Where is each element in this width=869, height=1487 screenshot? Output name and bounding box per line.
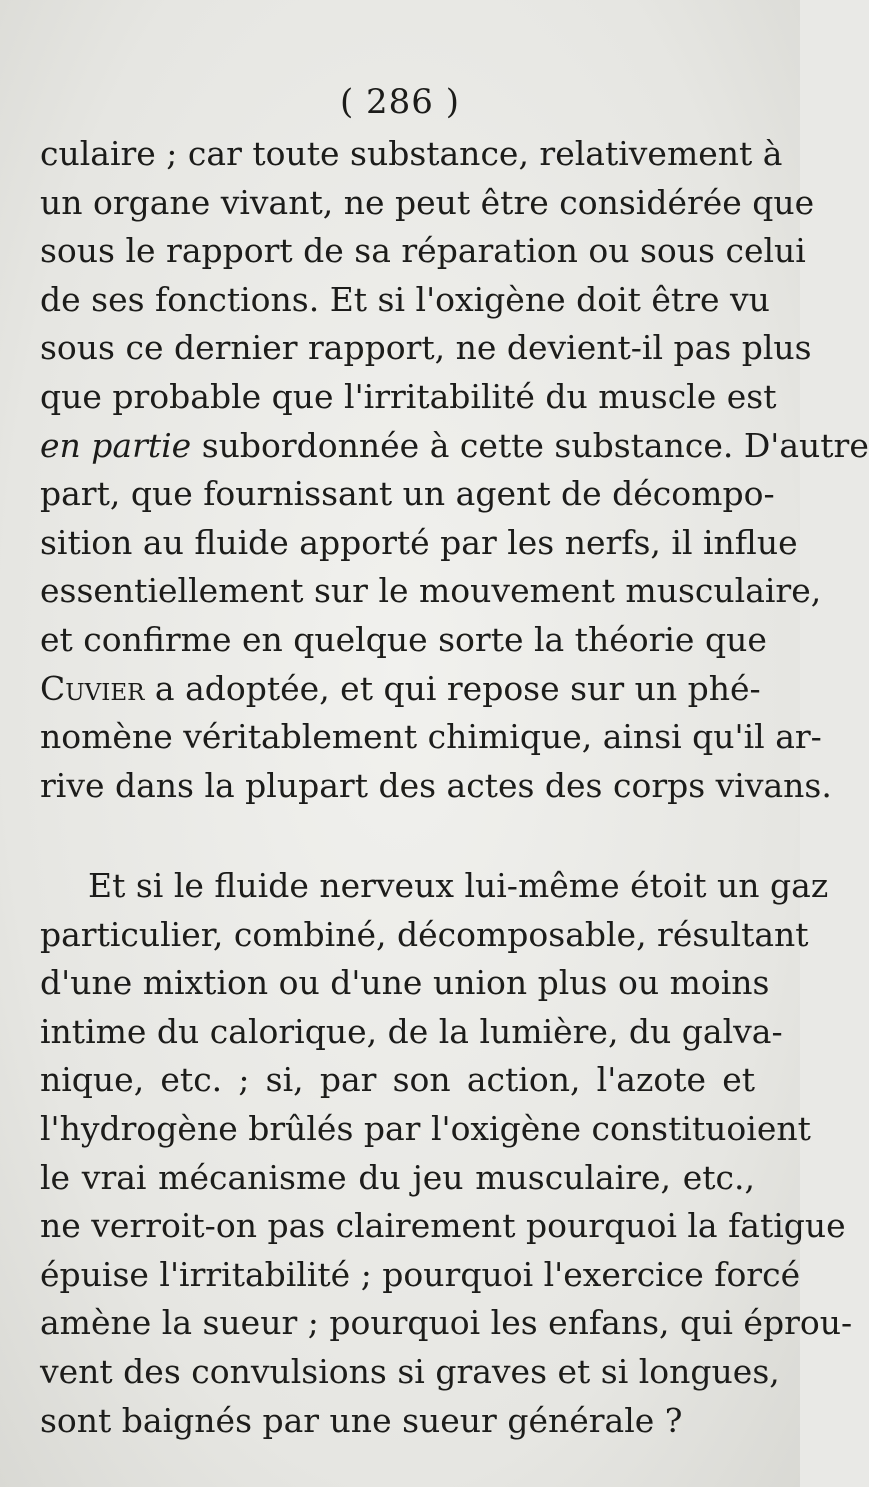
text-line: particulier, combiné, décomposable, résultant [40, 914, 809, 954]
text-line: sous le rapport de sa réparation ou sous celui [40, 231, 806, 271]
text-line: culaire ; car toute substance, relativement à [40, 134, 783, 173]
text-line: le vrai mécanisme du jeu musculaire, etc., [40, 1157, 755, 1197]
text-line: un organe vivant, ne peut être considérée que [40, 182, 815, 222]
text-line: intime du calorique, de la lumière, du galva- [40, 1011, 783, 1051]
text-line: sous ce dernier rapport, ne devient-il pas plus [40, 328, 812, 368]
text-line: d'une mixtion ou d'une union plus ou moins [40, 963, 770, 1003]
text-line: que probable que l'irritabilité du muscle est [40, 376, 777, 416]
text-line: ne verroit-on pas clairement pourquoi la fatigue [40, 1206, 846, 1246]
text-line: l'hydrogène brûlés par l'oxigène constituoient [40, 1108, 811, 1148]
italic-phrase: en partie [40, 425, 192, 465]
paragraph-2 [40, 862, 853, 1445]
text-line [40, 665, 761, 714]
text-line: vent des convulsions si graves et si longues, [40, 1351, 780, 1391]
text-line: rive dans la plupart des actes des corps vivans. [40, 765, 832, 805]
text-line: nique, etc. ; si, par son action, l'azote et [40, 1060, 755, 1100]
text-run: a adoptée, et qui repose sur un phé- [144, 668, 761, 708]
text-line: Et si le fluide nerveux lui-même étoit un gaz [88, 866, 829, 905]
text-line: nomène véritablement chimique, ainsi qu'il ar- [40, 717, 822, 757]
text-line: sont baignés par une sueur générale ? [40, 1400, 683, 1440]
text-line: sition au fluide apporté par les nerfs, il influe [40, 522, 798, 562]
text-run: subordonnée à cette substance. D'autre [191, 425, 869, 465]
author-name: Cuvier [40, 668, 145, 708]
text-line: amène la sueur ; pourquoi les enfans, qui éprou- [40, 1303, 853, 1343]
text-line: part, que fournissant un agent de décompo- [40, 474, 775, 514]
text-line: épuise l'irritabilité ; pourquoi l'exercice forcé [40, 1254, 801, 1294]
text-line: de ses fonctions. Et si l'oxigène doit être vu [40, 279, 770, 319]
page-number: ( 286 ) [339, 82, 461, 122]
text-line: et confirme en quelque sorte la théorie que [40, 619, 767, 659]
paragraph-1 [40, 130, 869, 810]
text-line [40, 422, 869, 471]
text-line: essentiellement sur le mouvement musculaire, [40, 571, 822, 611]
